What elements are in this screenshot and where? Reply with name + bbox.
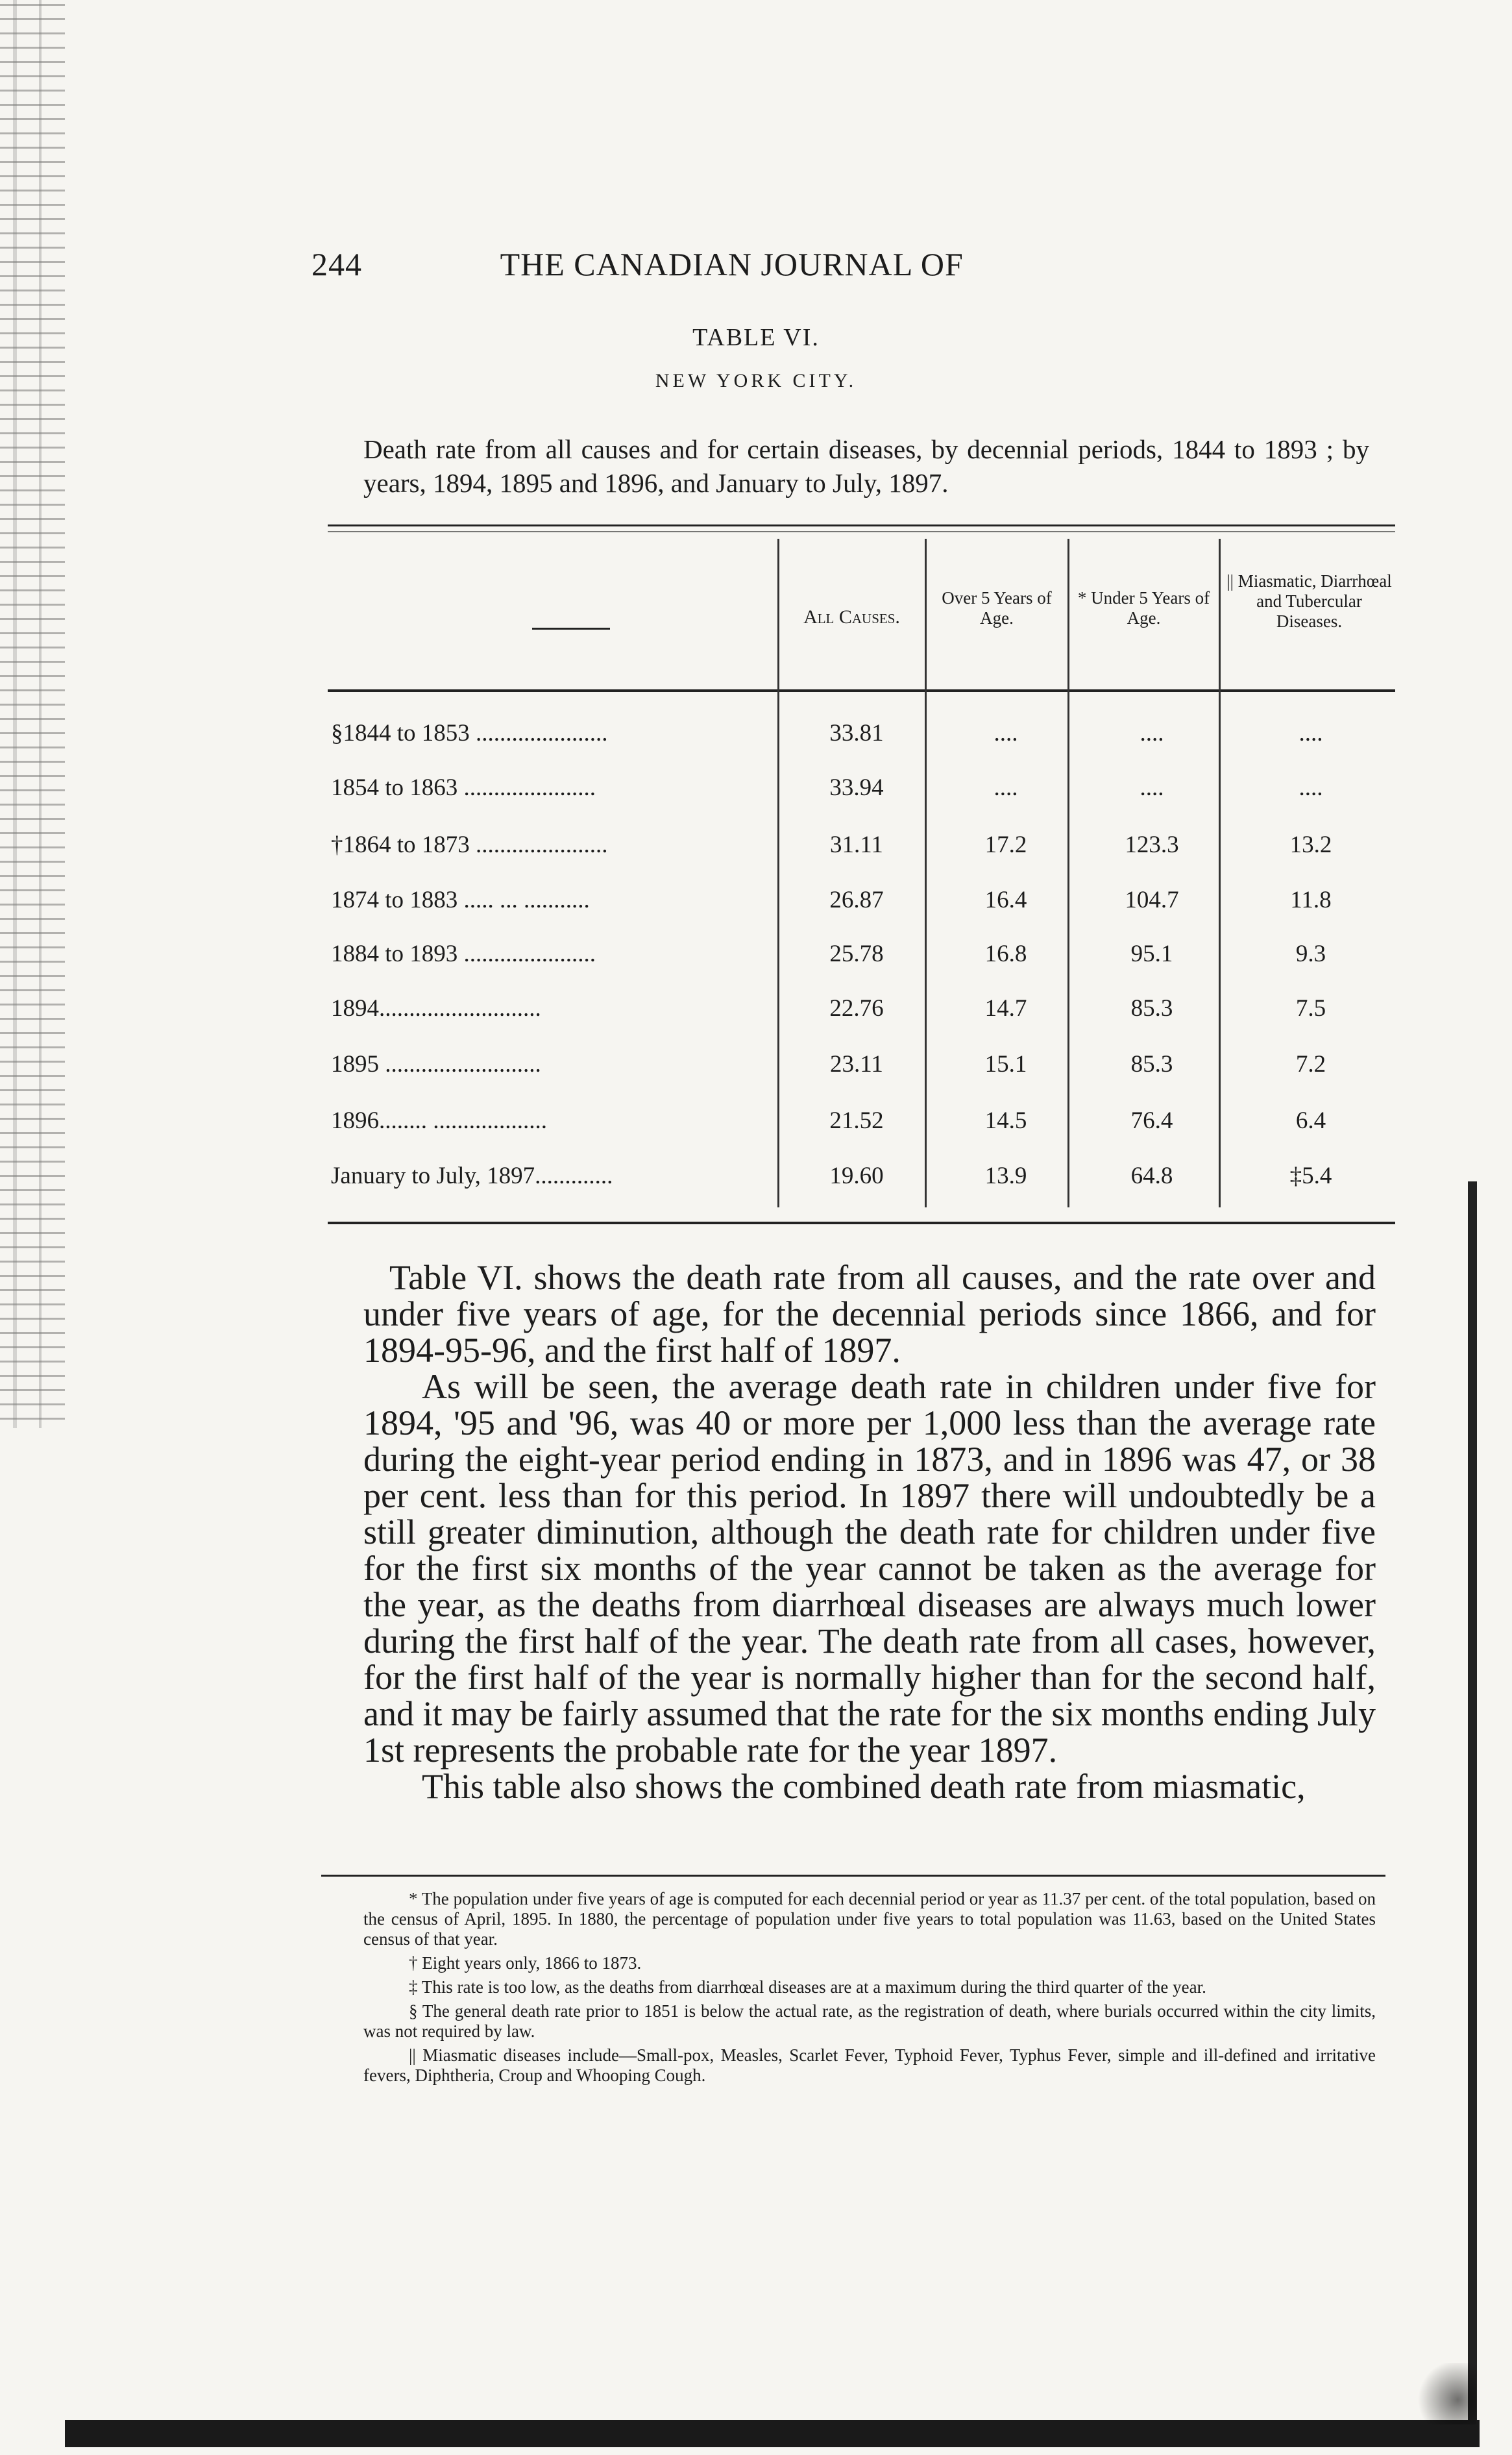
table-bottom-rule xyxy=(328,1222,1395,1224)
cell-over-five: 17.2 xyxy=(984,832,1027,858)
cell-miasmatic: 13.2 xyxy=(1289,832,1332,858)
footnote-double-dagger: ‡ This rate is too low, as the deaths from diarrhœal diseases are at a maximum during the third quarter of the year. xyxy=(409,1977,1206,1997)
cell-under-five: 95.1 xyxy=(1130,941,1173,967)
cell-miasmatic: 7.2 xyxy=(1295,1051,1326,1078)
cell-all-causes: 21.52 xyxy=(829,1107,884,1134)
table-row xyxy=(331,994,1395,1033)
table-row xyxy=(331,1162,1395,1201)
row-label: 1854 to 1863 ...................... xyxy=(331,774,596,801)
cell-under-five: .... xyxy=(1140,774,1164,801)
row-label: §1844 to 1853 ...................... xyxy=(331,720,608,746)
footnotes xyxy=(363,1889,1376,2090)
cell-over-five: 16.8 xyxy=(984,941,1027,967)
footnote-miasmatic: || Miasmatic diseases include—Small-pox, Measles, Scarlet Fever, Typhoid Fever, Typhus Fever, simple and ill-defined and irritative fevers, Diphtheria, Croup and Whooping Cough. xyxy=(363,2045,1376,2085)
cell-miasmatic: 11.8 xyxy=(1290,887,1332,913)
cell-all-causes: 33.94 xyxy=(829,774,884,801)
body-text xyxy=(363,1259,1376,1805)
row-label: January to July, 1897............. xyxy=(331,1163,613,1189)
cell-miasmatic: ‡5.4 xyxy=(1289,1163,1332,1189)
cell-under-five: 76.4 xyxy=(1130,1107,1173,1134)
cell-miasmatic: .... xyxy=(1299,774,1323,801)
body-paragraph-1: Table VI. shows the death rate from all causes, and the rate over and under five years of age, for the decennial periods since 1866, and for 1894-95-96, and the first half of 1897. xyxy=(363,1258,1376,1370)
table-row xyxy=(331,719,1395,758)
cell-over-five: 15.1 xyxy=(984,1051,1027,1078)
table-header-rule xyxy=(328,689,1395,692)
margin-rule-bottom xyxy=(65,2420,1480,2447)
cell-over-five: 16.4 xyxy=(984,887,1027,913)
cell-all-causes: 26.87 xyxy=(829,887,884,913)
body-paragraph-3: This table also shows the combined death rate from miasmatic, xyxy=(422,1767,1306,1806)
cell-under-five: .... xyxy=(1140,720,1164,746)
row-label: 1894........................... xyxy=(331,995,541,1022)
footnote-population: * The population under five years of age is computed for each decennial period or year as 11.37 per cent. of the total population, based on the census of April, 1895. In 1880, the percentage of population under five years to total population was 11.63, based on the United States census of that year. xyxy=(363,1889,1376,1949)
table-number: TABLE VI. xyxy=(692,324,820,351)
cell-miasmatic: 9.3 xyxy=(1295,941,1326,967)
cell-over-five: .... xyxy=(994,774,1018,801)
cell-under-five: 104.7 xyxy=(1125,887,1179,913)
cell-miasmatic: 7.5 xyxy=(1295,995,1326,1022)
header-under-five: * Under 5 Years of Age. xyxy=(1077,588,1210,628)
table-top-rule xyxy=(328,524,1395,526)
journal-title: THE CANADIAN JOURNAL OF xyxy=(500,246,964,282)
table-row xyxy=(331,886,1395,925)
table-row xyxy=(331,1107,1395,1146)
table-row xyxy=(331,774,1395,813)
cell-all-causes: 33.81 xyxy=(829,720,884,746)
cell-all-causes: 22.76 xyxy=(829,995,884,1022)
row-label: 1895 .......................... xyxy=(331,1051,541,1078)
header-all-causes: All Causes. xyxy=(803,606,900,628)
cell-all-causes: 23.11 xyxy=(830,1051,883,1078)
corner-smudge xyxy=(1415,2363,1476,2424)
page-number: 244 xyxy=(311,246,362,282)
cell-over-five: 14.7 xyxy=(984,995,1027,1022)
cell-under-five: 85.3 xyxy=(1130,995,1173,1022)
cell-miasmatic: 6.4 xyxy=(1295,1107,1326,1134)
cell-under-five: 64.8 xyxy=(1130,1163,1173,1189)
header-over-five: Over 5 Years of Age. xyxy=(942,588,1052,628)
table-top-rule-2 xyxy=(328,531,1395,532)
cell-over-five: .... xyxy=(994,720,1018,746)
table-row xyxy=(331,1050,1395,1089)
binding-shadow xyxy=(0,0,65,1428)
cell-over-five: 14.5 xyxy=(984,1107,1027,1134)
cell-all-causes: 31.11 xyxy=(830,832,883,858)
cell-all-causes: 25.78 xyxy=(829,941,884,967)
row-label: 1884 to 1893 ...................... xyxy=(331,941,596,967)
stub-header-dash xyxy=(532,628,610,630)
table-locale: NEW YORK CITY. xyxy=(655,370,857,391)
cell-all-causes: 19.60 xyxy=(829,1163,884,1189)
row-label: 1896........ ................... xyxy=(331,1107,547,1134)
cell-miasmatic: .... xyxy=(1299,720,1323,746)
footnote-rule xyxy=(321,1875,1385,1877)
header-miasmatic: || Miasmatic, Diarrhœal and Tubercular Diseases. xyxy=(1226,571,1392,631)
cell-over-five: 13.9 xyxy=(984,1163,1027,1189)
cell-under-five: 85.3 xyxy=(1130,1051,1173,1078)
body-paragraph-2: As will be seen, the average death rate in children under five for 1894, '95 and '96, was 40 or more per 1,000 less than the average rate during the eight-year period ending in 1873, and in 1896 was 47, or 38 per cent. less than for this period. In 1897 there will undoubtedly be a still greater diminution, although the death rate for children under five for the first six months of the year cannot be taken as the average for the year, as the deaths from diarrhœal diseases are always much lower during the first half of the year. The death rate from all cases, however, for the first half of the year is normally higher than for the second half, and it may be fairly assumed that the rate for the six months ending July 1st represents the probable rate for the year 1897. xyxy=(363,1367,1376,1770)
table-row xyxy=(331,831,1395,870)
row-label: 1874 to 1883 ..... ... ........... xyxy=(331,887,590,913)
footnote-section: § The general death rate prior to 1851 is below the actual rate, as the registration of death, where burials occurred within the city limits, was not required by law. xyxy=(363,2001,1376,2041)
running-head xyxy=(311,245,964,283)
table-caption: Death rate from all causes and for certain diseases, by decennial periods, 1844 to 1893 ; by years, 1894, 1895 and 1896, and January to July, 1897. xyxy=(363,434,1369,498)
table-row xyxy=(331,940,1395,979)
row-label: †1864 to 1873 ...................... xyxy=(331,832,608,858)
footnote-dagger: † Eight years only, 1866 to 1873. xyxy=(409,1953,642,1973)
margin-rule-right xyxy=(1468,1181,1477,2434)
cell-under-five: 123.3 xyxy=(1125,832,1179,858)
